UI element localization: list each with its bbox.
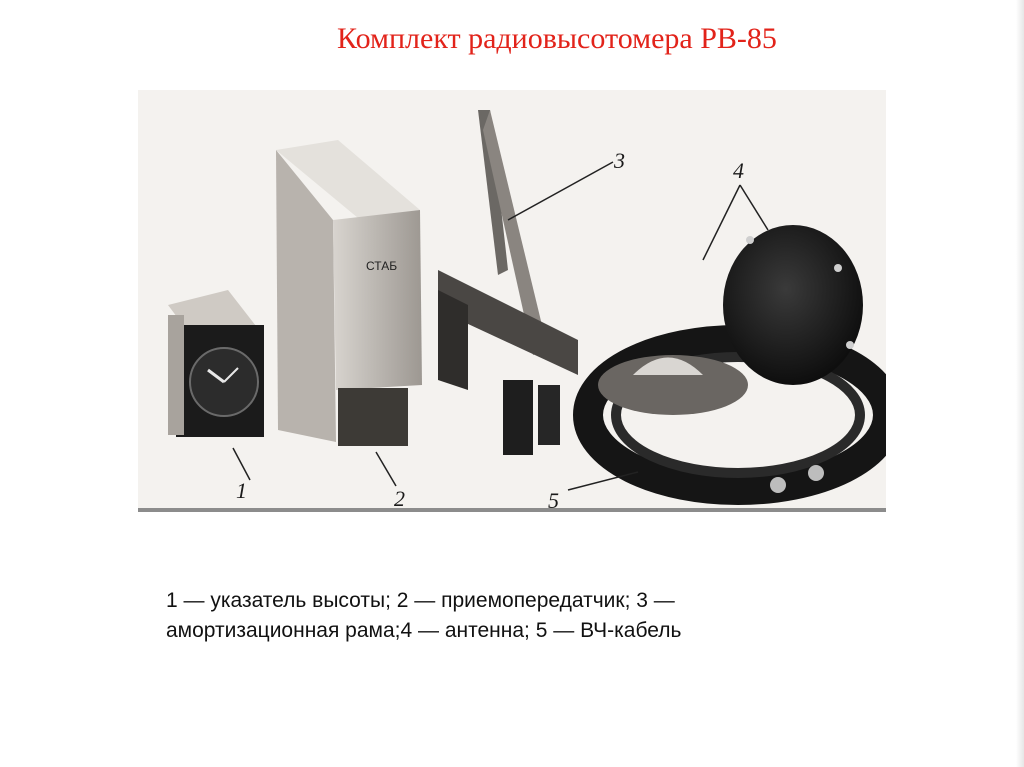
callout-5: 5	[548, 488, 559, 513]
caption-line-2: амортизационная рама;4 — антенна; 5 — ВЧ-кабель	[166, 619, 682, 642]
caption-line-1: 1 — указатель высоты; 2 — приемопередатчик; 3 —	[166, 589, 675, 612]
equipment-photo	[138, 90, 886, 512]
mounting-frame	[438, 110, 578, 455]
slide-title: Комплект радиовысотомера РВ-85	[337, 22, 777, 55]
altitude-indicator	[168, 290, 264, 437]
equipment-illustration	[138, 90, 886, 512]
antenna	[598, 225, 863, 415]
transceiver-label: СТАБ	[366, 259, 398, 273]
callout-2: 2	[394, 486, 405, 511]
callout-1: 1	[236, 478, 247, 503]
transceiver-unit	[276, 140, 422, 446]
figure-caption	[166, 586, 866, 646]
callout-3: 3	[614, 148, 625, 173]
slide-edge-shadow	[1016, 0, 1024, 767]
callout-4: 4	[733, 158, 744, 183]
